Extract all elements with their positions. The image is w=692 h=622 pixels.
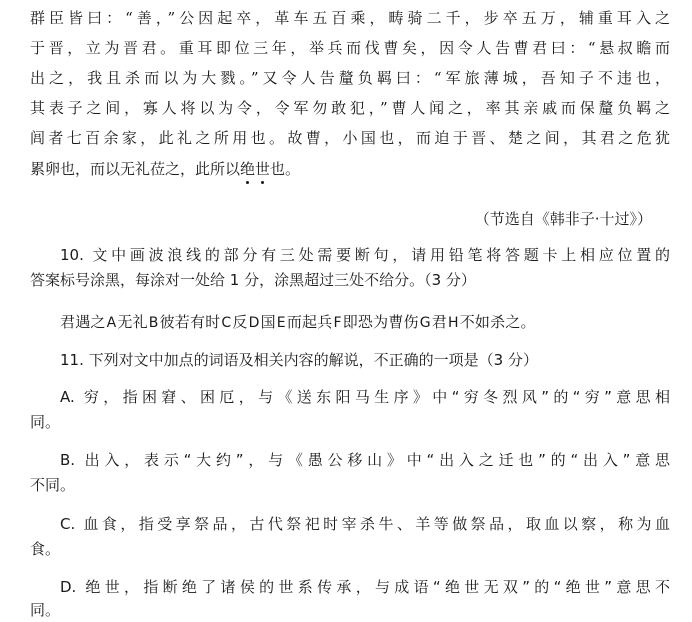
option-b-line-1: B. 出入，表示“大约”，与《愚公移山》中“出入之迁也”的“出入”意思 xyxy=(60,451,670,469)
passage-line-5: 闾者七百余家，此礼之所用也。故曹，小国也，而迫于晋、楚之间，其君之危犹 xyxy=(30,129,670,147)
break-marker-g: G xyxy=(419,315,431,331)
sentence-seg: 国 xyxy=(260,313,276,331)
break-marker-b: B xyxy=(148,315,159,331)
break-marker-h: H xyxy=(448,315,459,331)
question-10-line-1: 10. 文中画波浪线的部分有三处需要断句，请用铅笔将答题卡上相应位置的 xyxy=(60,246,670,264)
option-d-line-1: D. 绝世，指断绝了诸侯的世系传承，与成语“绝世无双”的“绝世”意思不 xyxy=(60,578,670,596)
passage-line-4: 其表子之间，寡人将以为令，令军勿敢犯，”曹人闻之，率其亲戚而保釐负羁之 xyxy=(30,99,670,117)
option-b-line-2: 不同。 xyxy=(30,476,76,494)
source-citation: （节选自《韩非子·十过》） xyxy=(474,210,652,228)
break-marker-f: F xyxy=(333,315,342,331)
dotted-char-shi: 世 xyxy=(255,160,271,178)
dotted-char-jue: 绝 xyxy=(240,160,256,178)
sentence-seg: 而起兵 xyxy=(286,313,333,331)
option-c-line-2: 食。 xyxy=(30,540,61,558)
break-marker-a: A xyxy=(106,315,117,331)
passage-line-6-end: 也。 xyxy=(270,160,301,178)
passage-line-1: 群臣皆曰：“善，”公因起卒，革车五百乘，畴骑二千，步卒五万，辅重耳入之 xyxy=(30,9,670,27)
question-10-line-2: 答案标号涂黑，每涂对一处给 1 分，涂黑超过三处不给分。（3 分） xyxy=(30,271,476,289)
option-a-line-1: A. 穷，指困窘、困厄，与《送东阳马生序》中“穷冬烈风”的“穷”意思相 xyxy=(60,388,670,406)
break-marker-c: C xyxy=(221,315,232,331)
option-d-line-2: 同。 xyxy=(30,601,61,619)
sentence-seg: 彼若有时 xyxy=(159,313,221,331)
option-c-line-1: C. 血食，指受享祭品，古代祭祀时宰杀牛、羊等做祭品，取血以察，称为血 xyxy=(60,515,670,533)
passage-line-6 xyxy=(30,159,670,179)
passage-line-6-text: 累卵也，而以无礼莅之，此所以 xyxy=(30,160,241,178)
option-a-line-2: 同。 xyxy=(30,413,61,431)
sentence-seg: 即恐为曹伤 xyxy=(342,313,419,331)
break-marker-d: D xyxy=(248,315,260,331)
break-marker-e: E xyxy=(276,315,286,331)
punctuation-sentence xyxy=(60,312,536,332)
sentence-seg: 反 xyxy=(232,313,248,331)
sentence-seg: 君 xyxy=(431,313,447,331)
sentence-seg: 君遇之 xyxy=(60,313,106,331)
question-11-stem: 11. 下列对文中加点的词语及相关内容的解说，不正确的一项是（3 分） xyxy=(60,351,538,369)
sentence-seg: 无礼 xyxy=(117,313,148,331)
sentence-seg: 不如杀之。 xyxy=(459,313,536,331)
passage-line-3: 出之，我且杀而以为大戮。”又令人告釐负羁曰：“军旅薄城，吾知子不违也， xyxy=(30,69,670,87)
passage-line-2: 于晋，立为晋君。重耳即位三年，举兵而伐曹矣，因令人告曹君曰：“悬叔瞻而 xyxy=(30,39,670,57)
